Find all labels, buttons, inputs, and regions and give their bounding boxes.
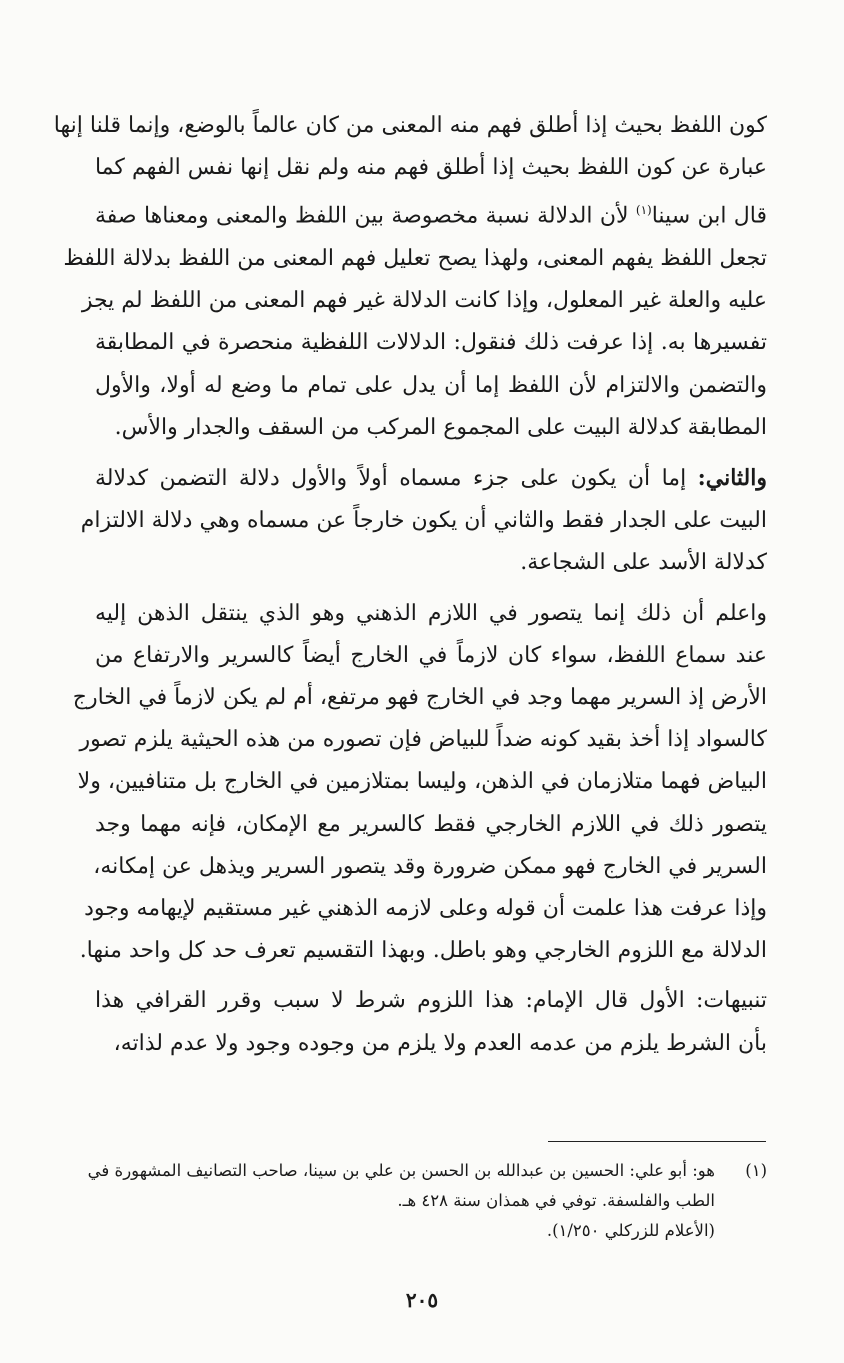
footnote-line: الطب والفلسفة. توفي في همذان سنة ٤٢٨ هـ. [397, 1191, 715, 1210]
text-line: تنبيهات: الأول قال الإمام: هذا اللزوم شرط لا سبب وقرر القرافي هذا [95, 988, 767, 1014]
text-line: يتصور ذلك في اللازم الخارجي فقط كالسرير مع الإمكان، فإنه مهما وجد [95, 811, 767, 837]
text-line: بأن الشرط يلزم من عدمه العدم ولا يلزم من وجوده وجود ولا عدم لذاته، [113, 1030, 767, 1056]
text-line [95, 189, 767, 238]
line-rest: إما أن يكون على جزء مسماه أولاً والأول دلالة التضمن كدلالة [95, 465, 687, 491]
text-line: البياض فهما متلازمان في الذهن، وليسا بمتلازمين في الخارج بل متنافيين، ولا [77, 769, 767, 795]
main-text [53, 105, 767, 1065]
paragraph-1 [53, 105, 767, 449]
footnote-body [88, 1156, 715, 1246]
footnote-reference[interactable]: (١) [635, 203, 652, 218]
paragraph-2 [80, 457, 767, 585]
paragraph-3 [72, 593, 767, 973]
text-line: الأرض إذ السرير مهما وجد في الخارج فهو مرتفع، أم لم يكن لازماً في الخارج [72, 684, 767, 710]
text-line: السرير في الخارج فهو ممكن ضرورة وقد يتصور السرير ويذهل عن إمكانه، [93, 853, 767, 879]
footnote-line: هو: أبو علي: الحسين بن عبدالله بن الحسن بن علي بن سينا، صاحب التصانيف المشهورة في [87, 1161, 715, 1180]
footnote-divider [548, 1141, 766, 1142]
text-line [95, 457, 767, 500]
text-line: عليه والعلة غير المعلول، وإذا كانت الدلالة غير فهم المعنى من اللفظ لم يجز [81, 288, 767, 314]
text-line: واعلم أن ذلك إنما يتصور في اللازم الذهني وهو الذي ينتقل الذهن إليه [95, 600, 767, 626]
text-line: عند سماع اللفظ، سواء كان لازماً في الخارج أيضاً كالسرير والارتفاع من [95, 642, 767, 668]
text-line: البيت على الجدار فقط والثاني أن يكون خارجاً عن مسماه وهي دلالة الالتزام [80, 508, 767, 534]
line-start: قال ابن سينا [651, 203, 767, 229]
text-line: عبارة عن كون اللفظ بحيث إذا أطلق فهم منه ولم نقل إنها نفس الفهم كما [95, 155, 767, 181]
footnote-line: (الأعلام للزركلي ١/٢٥٠). [546, 1221, 715, 1240]
text-line: والتضمن والالتزام لأن اللفظ إما أن يدل على تمام ما وضع له أولا، والأول [95, 372, 767, 398]
page-number: ٢٠٥ [405, 1288, 439, 1312]
heading-term: والثاني: [697, 464, 767, 491]
text-line: تفسيرها به. إذا عرفت ذلك فنقول: الدلالات اللفظية منحصرة في المطابقة [95, 330, 767, 356]
footnote [87, 1156, 767, 1246]
text-line: تجعل اللفظ يفهم المعنى، ولهذا يصح تعليل فهم المعنى من اللفظ بدلالة اللفظ [63, 245, 767, 271]
text-line: كون اللفظ بحيث إذا أطلق فهم منه المعنى من كان عالماً بالوضع، وإنما قلنا إنها [53, 113, 767, 138]
text-line: المطابقة كدلالة البيت على المجموع المركب من السقف والجدار والأس. [114, 414, 767, 440]
text-line: الدلالة مع اللزوم الخارجي وهو باطل. وبهذا التقسيم تعرف حد كل واحد منها. [79, 938, 767, 964]
line-rest: لأن الدلالة نسبة مخصوصة بين اللفظ والمعنى ومعناها صفة [95, 203, 629, 229]
paragraph-4 [95, 980, 767, 1064]
text-line: وإذا عرفت هذا علمت أن قوله وعلى لازمه الذهني غير مستقيم لإيهامه وجود [84, 895, 767, 921]
footnote-number: (١) [745, 1161, 767, 1180]
text-line: كدلالة الأسد على الشجاعة. [520, 550, 767, 576]
text-line: كالسواد إذا أخذ بقيد كونه ضداً للبياض فإن تصوره من هذه الحيثية يلزم تصور [79, 727, 767, 753]
